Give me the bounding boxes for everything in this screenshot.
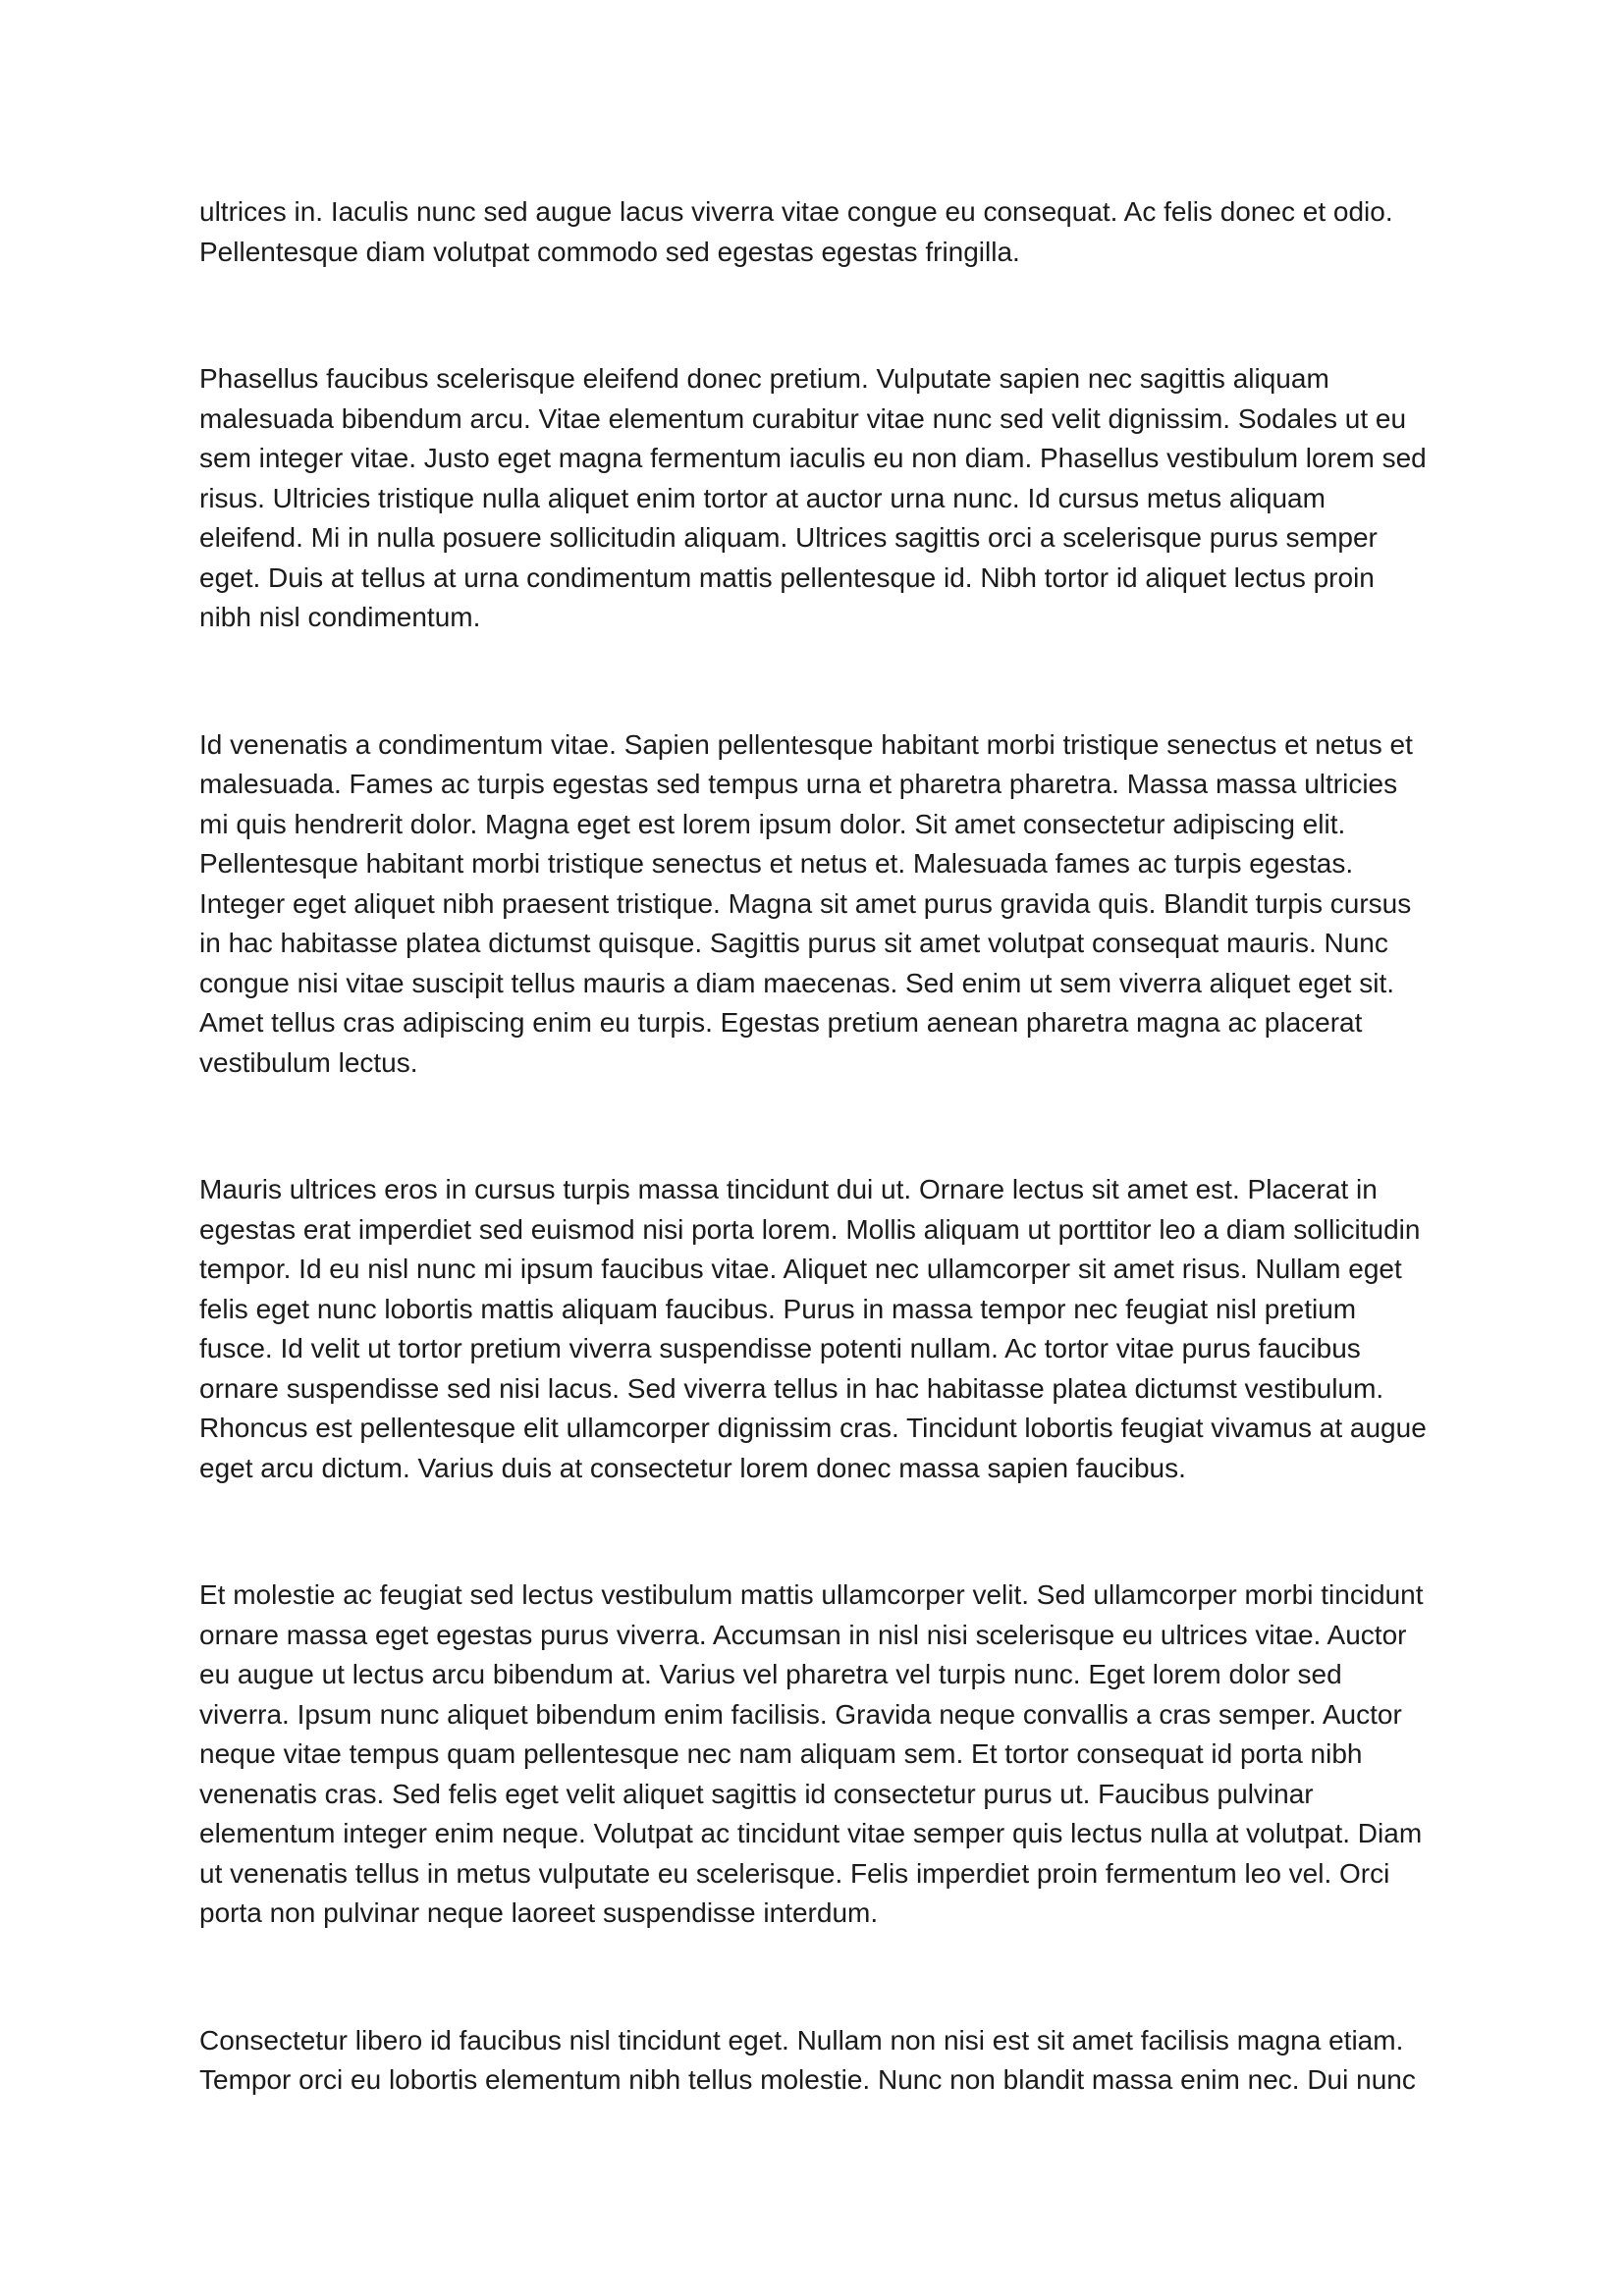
paragraph-4: Mauris ultrices eros in cursus turpis massa tincidunt dui ut. Ornare lectus sit amet est. Placerat in egestas erat imperdiet sed euismod nisi porta lorem. Mollis aliquam ut porttitor leo a diam sollicitudin tempor. Id eu nisl nunc mi ipsum faucibus vitae. Aliquet nec ullamcorper sit amet risus. Nullam eget felis eget nunc lobortis mattis aliquam faucibus. Purus in massa tempor nec feugiat nisl pretium fusce. Id velit ut tortor pretium viverra suspendisse potenti nullam. Ac tortor vitae purus faucibus ornare suspendisse sed nisi lacus. Sed viverra tellus in hac habitasse platea dictumst vestibulum. Rhoncus est pellentesque elit ullamcorper dignissim cras. Tincidunt lobortis feugiat vivamus at augue eget arcu dictum. Varius duis at consectetur lorem donec massa sapien faucibus. (199, 1174, 1427, 1483)
paragraph-2: Phasellus faucibus scelerisque eleifend donec pretium. Vulputate sapien nec sagittis aliquam malesuada bibendum arcu. Vitae elementum curabitur vitae nunc sed velit dignissim. Sodales ut eu sem integer vitae. Justo eget magna fermentum iaculis eu non diam. Phasellus vestibulum lorem sed risus. Ultricies tristique nulla aliquet enim tortor at auctor urna nunc. Id cursus metus aliquam eleifend. Mi in nulla posuere sollicitudin aliquam. Ultrices sagittis orci a scelerisque purus semper eget. Duis at tellus at urna condimentum mattis pellentesque id. Nibh tortor id aliquet lectus proin nibh nisl condimentum. (199, 363, 1427, 632)
paragraph-5: Et molestie ac feugiat sed lectus vestibulum mattis ullamcorper velit. Sed ullamcorper morbi tincidunt ornare massa eget egestas purus viverra. Accumsan in nisl nisi scelerisque eu ultrices vitae. Auctor eu augue ut lectus arcu bibendum at. Varius vel pharetra vel turpis nunc. Eget lorem dolor sed viverra. Ipsum nunc aliquet bibendum enim facilisis. Gravida neque convallis a cras semper. Auctor neque vitae tempus quam pellentesque nec nam aliquam sem. Et tortor consequat id porta nibh venenatis cras. Sed felis eget velit aliquet sagittis id consectetur purus ut. Faucibus pulvinar elementum integer enim neque. Volutpat ac tincidunt vitae semper quis lectus nulla at volutpat. Diam ut venenatis tellus in metus vulputate eu scelerisque. Felis imperdiet proin fermentum leo vel. Orci porta non pulvinar neque laoreet suspendisse interdum. (199, 1579, 1424, 1928)
paragraph-6: Consectetur libero id faucibus nisl tincidunt eget. Nullam non nisi est sit amet facilisis magna etiam. Tempor orci eu lobortis elementum nibh tellus molestie. Nunc non blandit massa enim nec. Dui nunc (199, 2024, 1416, 2095)
paragraph-3: Id venenatis a condimentum vitae. Sapien pellentesque habitant morbi tristique senectus et netus et malesuada. Fames ac turpis egestas sed tempus urna et pharetra pharetra. Massa massa ultricies mi quis hendrerit dolor. Magna eget est lorem ipsum dolor. Sit amet consectetur adipiscing elit. Pellentesque habitant morbi tristique senectus et netus et. Malesuada fames ac turpis egestas. Integer eget aliquet nibh praesent tristique. Magna sit amet purus gravida quis. Blandit turpis cursus in hac habitasse platea dictumst quisque. Sagittis purus sit amet volutpat consequat mauris. Nunc congue nisi vitae suscipit tellus mauris a diam maecenas. Sed enim ut sem viverra aliquet eget sit. Amet tellus cras adipiscing enim eu turpis. Egestas pretium aenean pharetra magna ac placerat vestibulum lectus. (199, 728, 1413, 1078)
document-text-body (199, 192, 1427, 2101)
paragraph-1: ultrices in. Iaculis nunc sed augue lacus viverra vitae congue eu consequat. Ac felis donec et odio. Pellentesque diam volutpat commodo sed egestas egestas fringilla. (199, 196, 1393, 267)
